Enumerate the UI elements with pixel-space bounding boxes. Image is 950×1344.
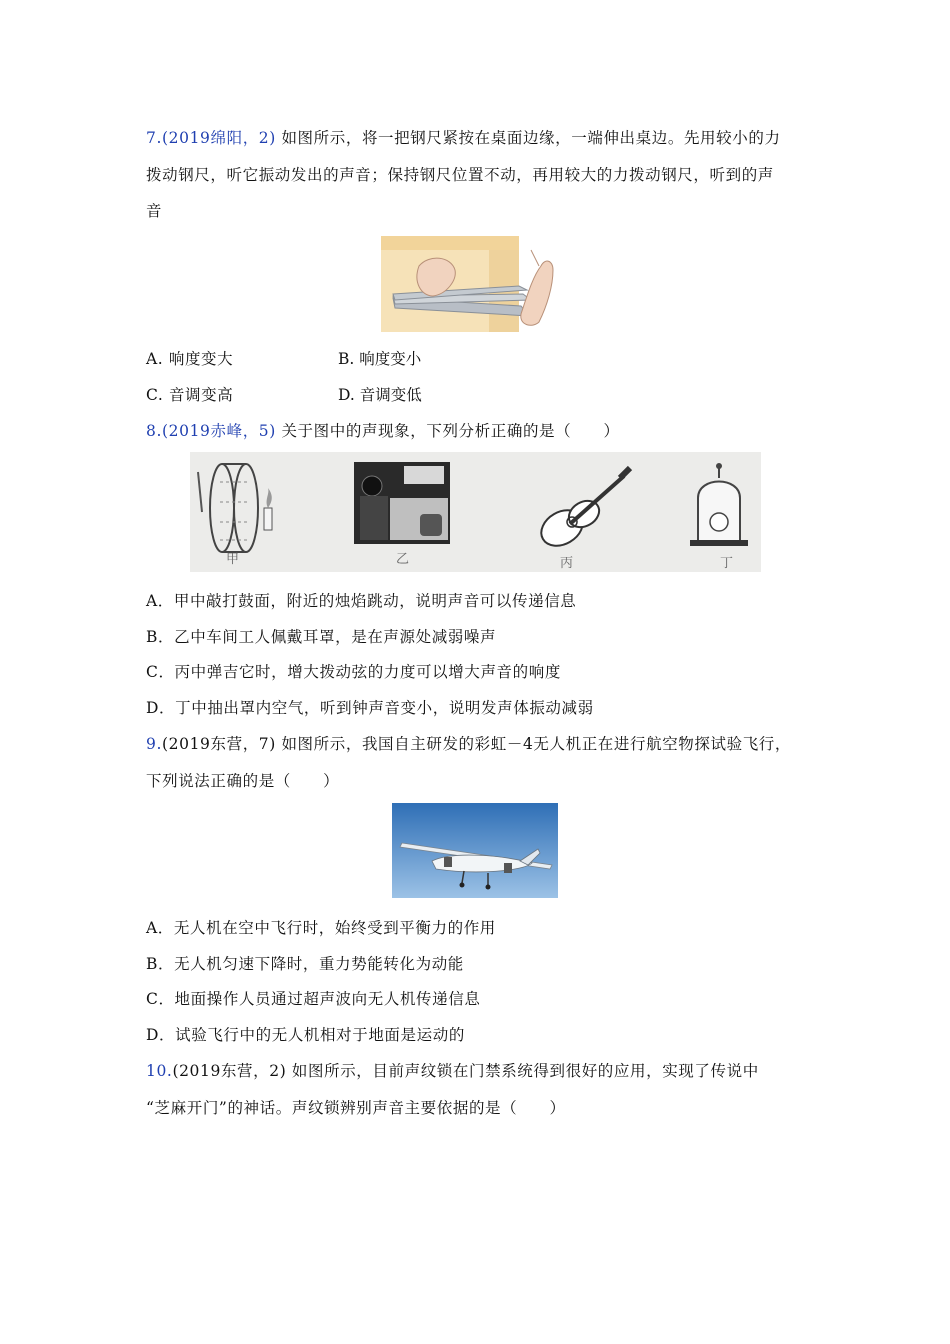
q8-option-d: D．丁中抽出罩内空气，听到钟声音变小，说明发声体振动减弱	[146, 699, 594, 717]
q8-label-bing: 丙	[560, 556, 574, 571]
q8-option-b: B．乙中车间工人佩戴耳罩，是在声源处减弱噪声	[146, 628, 497, 646]
q8-label-yi: 乙	[396, 552, 410, 567]
q8-option-a: A．甲中敲打鼓面，附近的烛焰跳动，说明声音可以传递信息	[146, 592, 577, 610]
q7-stem-text-1: 如图所示，将一把钢尺紧按在桌面边缘，一端伸出桌边。先用较小的力	[281, 129, 781, 147]
q7-number: 7.	[146, 129, 162, 147]
q7-figure-ruler-on-table	[381, 236, 571, 332]
q9-stem-line-1	[146, 734, 791, 754]
q10-number: 10.	[146, 1062, 173, 1080]
q9-stem-text-1: 如图所示，我国自主研发的彩虹－4无人机正在进行航空物探试验飞行，	[281, 735, 792, 753]
q8-label-jia: 甲	[226, 552, 240, 567]
q9-number: 9.	[146, 735, 162, 753]
q8-figure-four-panels	[190, 452, 761, 572]
q9-option-c: C．地面操作人员通过超声波向无人机传递信息	[146, 990, 481, 1008]
q10-stem-text-1: 如图所示，目前声纹锁在门禁系统得到很好的应用，实现了传说中	[291, 1062, 759, 1080]
q7-option-c: C. 音调变高	[146, 386, 234, 404]
q10-stem-line-1	[146, 1061, 759, 1081]
q8-source: (2019赤峰，5)	[162, 422, 276, 440]
q9-figure-drone	[392, 803, 558, 898]
q9-option-b: B．无人机匀速下降时，重力势能转化为动能	[146, 955, 464, 973]
q9-option-d: D．试验飞行中的无人机相对于地面是运动的	[146, 1026, 465, 1044]
q7-stem-line-3: 音	[146, 202, 163, 220]
q8-stem-line-1	[146, 421, 620, 441]
q10-stem-line-2: “芝麻开门”的神话。声纹锁辨别声音主要依据的是（ ）	[146, 1099, 566, 1117]
q9-option-a: A．无人机在空中飞行时，始终受到平衡力的作用	[146, 919, 496, 937]
q8-stem-text-1: 关于图中的声现象，下列分析正确的是（ ）	[281, 422, 620, 440]
q8-option-c: C．丙中弹吉它时，增大拨动弦的力度可以增大声音的响度	[146, 663, 561, 681]
q7-stem-line-1	[146, 128, 781, 148]
q8-label-ding: 丁	[720, 556, 734, 571]
q7-option-b: B. 响度变小	[338, 350, 422, 368]
q9-source: (2019东营，7)	[162, 735, 276, 753]
q7-source: (2019绵阳，2)	[162, 129, 276, 147]
q8-number: 8.	[146, 422, 162, 440]
q9-stem-line-2: 下列说法正确的是（ ）	[146, 772, 340, 790]
q7-stem-line-2: 拨动钢尺，听它振动发出的声音；保持钢尺位置不动，再用较大的力拨动钢尺，听到的声	[146, 166, 774, 184]
q7-option-a: A. 响度变大	[146, 350, 234, 368]
q10-source: (2019东营，2)	[172, 1062, 287, 1080]
q7-option-d: D. 音调变低	[338, 386, 422, 404]
